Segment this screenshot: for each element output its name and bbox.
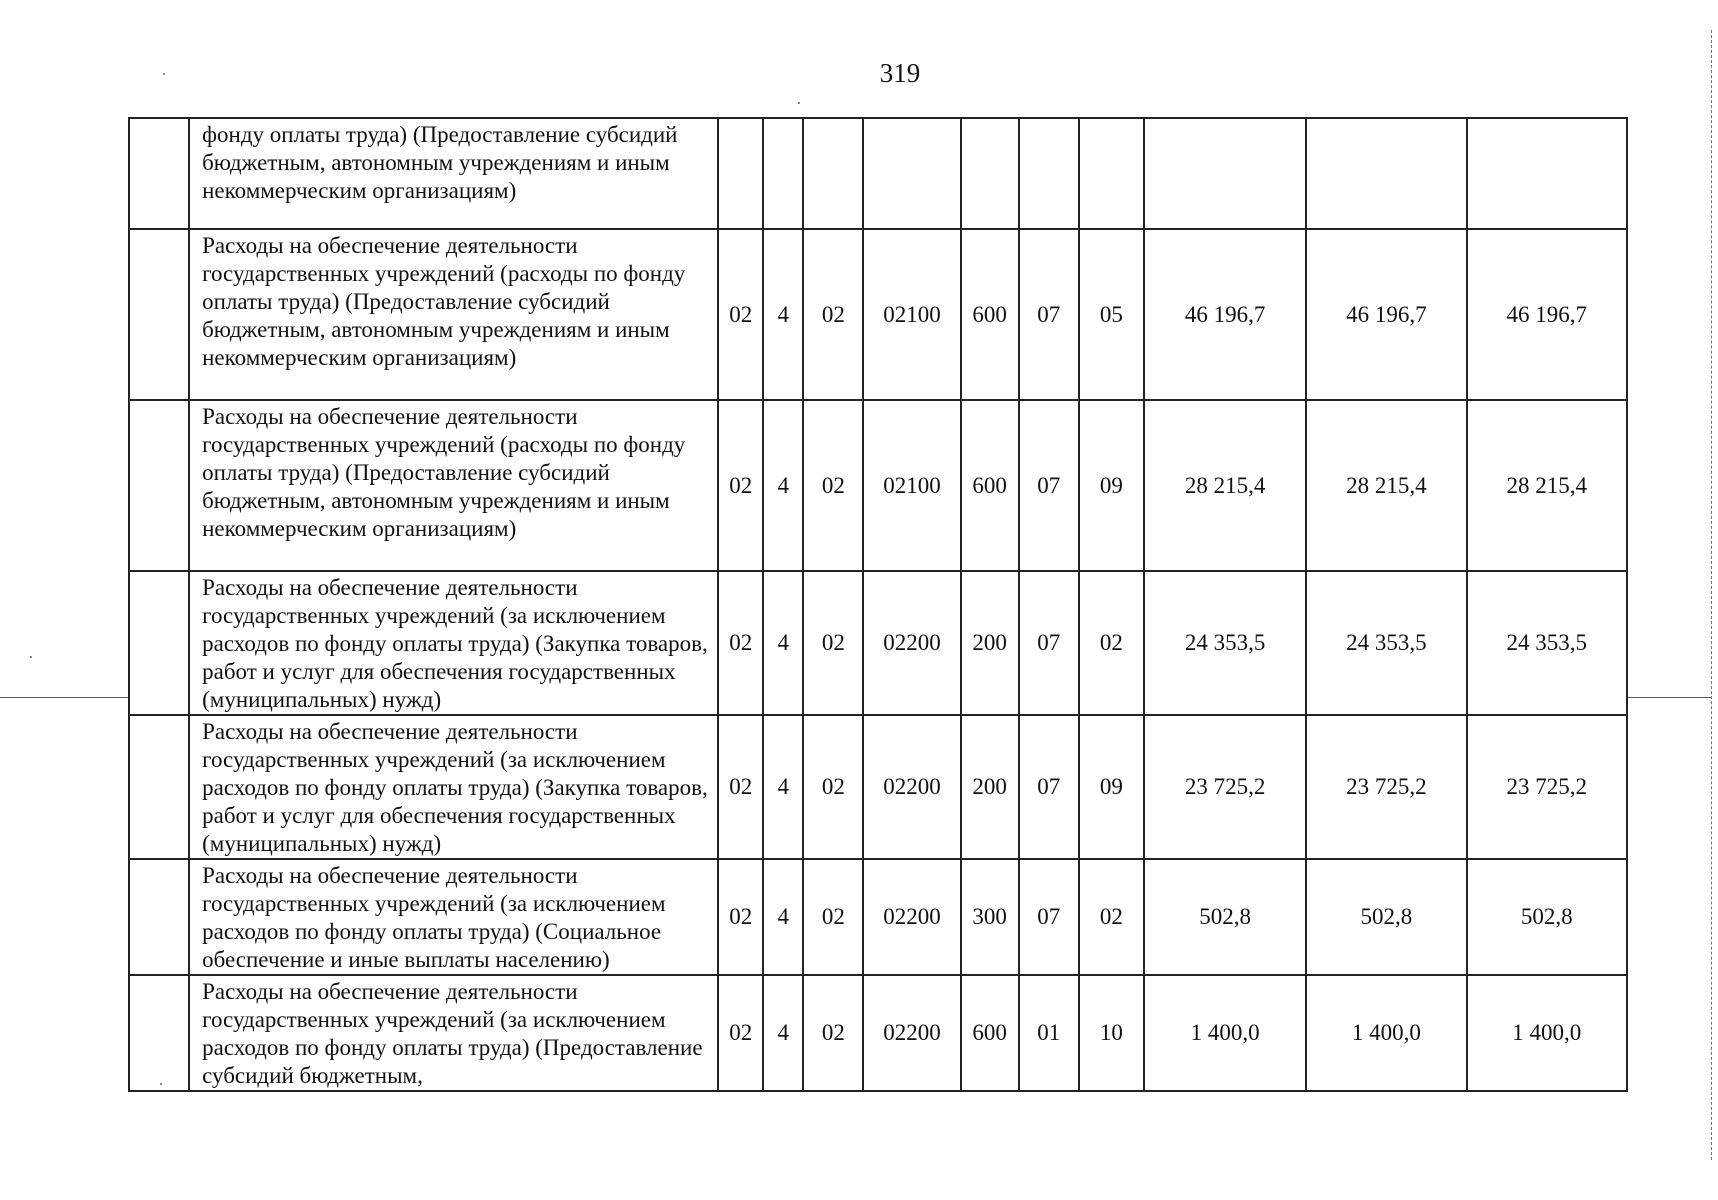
page-number: 319: [879, 58, 921, 88]
budget-table: [128, 117, 1628, 1092]
section-cell: 07: [1019, 715, 1079, 859]
amount-2-cell: 1 400,0: [1306, 975, 1466, 1091]
table-row: [129, 118, 1627, 229]
amount-1-cell: 502,8: [1144, 859, 1306, 975]
scan-speck: [798, 102, 800, 104]
row-number-cell: [129, 118, 189, 229]
left-fold-line: [0, 697, 128, 698]
direction-cell: 02100: [863, 400, 960, 571]
subprogram-cell: 4: [763, 715, 803, 859]
subprogram-cell: 4: [763, 229, 803, 400]
section-cell: 01: [1019, 975, 1079, 1091]
amount-1-cell: 1 400,0: [1144, 975, 1306, 1091]
program-cell: 02: [718, 229, 763, 400]
amount-2-cell: 24 353,5: [1306, 571, 1466, 715]
amount-2-cell: 23 725,2: [1306, 715, 1466, 859]
row-number-cell: [129, 400, 189, 571]
amount-1-cell: 24 353,5: [1144, 571, 1306, 715]
main-event-cell: 02: [803, 229, 863, 400]
direction-cell: 02200: [863, 859, 960, 975]
subsection-cell: 09: [1079, 715, 1144, 859]
section-cell: 07: [1019, 400, 1079, 571]
expense-type-cell: [961, 118, 1019, 229]
row-number-cell: [129, 859, 189, 975]
subprogram-cell: 4: [763, 859, 803, 975]
program-cell: 02: [718, 400, 763, 571]
table-row: [129, 859, 1627, 975]
amount-2-cell: 46 196,7: [1306, 229, 1466, 400]
amount-1-cell: [1144, 118, 1306, 229]
subprogram-cell: 4: [763, 975, 803, 1091]
description-cell: Расходы на обеспечение деятельности государственных учреждений (за исключением расходов по фонду оплаты труда) (Социальное обеспечение и иные выплаты населению): [189, 859, 718, 975]
amount-3-cell: 1 400,0: [1467, 975, 1627, 1091]
amount-3-cell: [1467, 118, 1627, 229]
subsection-cell: 02: [1079, 571, 1144, 715]
main-event-cell: 02: [803, 859, 863, 975]
main-event-cell: 02: [803, 571, 863, 715]
expense-type-cell: 200: [961, 571, 1019, 715]
subprogram-cell: 4: [763, 400, 803, 571]
subsection-cell: 05: [1079, 229, 1144, 400]
table-row: [129, 571, 1627, 715]
table-row: [129, 715, 1627, 859]
main-event-cell: 02: [803, 400, 863, 571]
row-number-cell: [129, 229, 189, 400]
description-cell: Расходы на обеспечение деятельности государственных учреждений (за исключением расходов по фонду оплаты труда) (Закупка товаров, работ и услуг для обеспечения государственных (муниципальных) нужд): [189, 715, 718, 859]
amount-1-cell: 23 725,2: [1144, 715, 1306, 859]
program-cell: 02: [718, 975, 763, 1091]
expense-type-cell: 300: [961, 859, 1019, 975]
direction-cell: 02200: [863, 571, 960, 715]
subsection-cell: 09: [1079, 400, 1144, 571]
direction-cell: 02200: [863, 715, 960, 859]
section-cell: 07: [1019, 229, 1079, 400]
amount-1-cell: 28 215,4: [1144, 400, 1306, 571]
amount-2-cell: [1306, 118, 1466, 229]
table-row: [129, 400, 1627, 571]
amount-3-cell: 502,8: [1467, 859, 1627, 975]
program-cell: 02: [718, 715, 763, 859]
table-row: [129, 229, 1627, 400]
main-event-cell: [803, 118, 863, 229]
section-cell: 07: [1019, 571, 1079, 715]
amount-3-cell: 28 215,4: [1467, 400, 1627, 571]
expense-type-cell: 600: [961, 400, 1019, 571]
scan-speck: [160, 1083, 162, 1085]
direction-cell: 02200: [863, 975, 960, 1091]
direction-cell: 02100: [863, 229, 960, 400]
description-cell: фонду оплаты труда) (Предоставление субсидий бюджетным, автономным учреждениям и иным некоммерческим организациям): [189, 118, 718, 229]
section-cell: 07: [1019, 859, 1079, 975]
scan-speck: [30, 656, 32, 658]
right-fold-line: [1628, 697, 1712, 698]
program-cell: 02: [718, 571, 763, 715]
subprogram-cell: [763, 118, 803, 229]
expense-type-cell: 600: [961, 975, 1019, 1091]
subsection-cell: 02: [1079, 859, 1144, 975]
description-cell: Расходы на обеспечение деятельности государственных учреждений (за исключением расходов по фонду оплаты труда) (Предоставление субсидий бюджетным,: [189, 975, 718, 1091]
table-row: [129, 975, 1627, 1091]
description-cell: Расходы на обеспечение деятельности государственных учреждений (расходы по фонду оплаты труда) (Предоставление субсидий бюджетным, автономным учреждениям и иным некоммерческим организациям): [189, 400, 718, 571]
amount-1-cell: 46 196,7: [1144, 229, 1306, 400]
section-cell: [1019, 118, 1079, 229]
row-number-cell: [129, 975, 189, 1091]
scan-speck: [163, 73, 165, 75]
amount-3-cell: 23 725,2: [1467, 715, 1627, 859]
main-event-cell: 02: [803, 715, 863, 859]
program-cell: 02: [718, 859, 763, 975]
expense-type-cell: 200: [961, 715, 1019, 859]
program-cell: [718, 118, 763, 229]
amount-3-cell: 24 353,5: [1467, 571, 1627, 715]
direction-cell: [863, 118, 960, 229]
amount-2-cell: 502,8: [1306, 859, 1466, 975]
amount-2-cell: 28 215,4: [1306, 400, 1466, 571]
subsection-cell: [1079, 118, 1144, 229]
row-number-cell: [129, 715, 189, 859]
right-margin-line: [1711, 30, 1712, 1160]
description-cell: Расходы на обеспечение деятельности государственных учреждений (расходы по фонду оплаты труда) (Предоставление субсидий бюджетным, автономным учреждениям и иным некоммерческим организациям): [189, 229, 718, 400]
description-cell: Расходы на обеспечение деятельности государственных учреждений (за исключением расходов по фонду оплаты труда) (Закупка товаров, работ и услуг для обеспечения государственных (муниципальных) нужд): [189, 571, 718, 715]
subsection-cell: 10: [1079, 975, 1144, 1091]
subprogram-cell: 4: [763, 571, 803, 715]
row-number-cell: [129, 571, 189, 715]
expense-type-cell: 600: [961, 229, 1019, 400]
main-event-cell: 02: [803, 975, 863, 1091]
amount-3-cell: 46 196,7: [1467, 229, 1627, 400]
